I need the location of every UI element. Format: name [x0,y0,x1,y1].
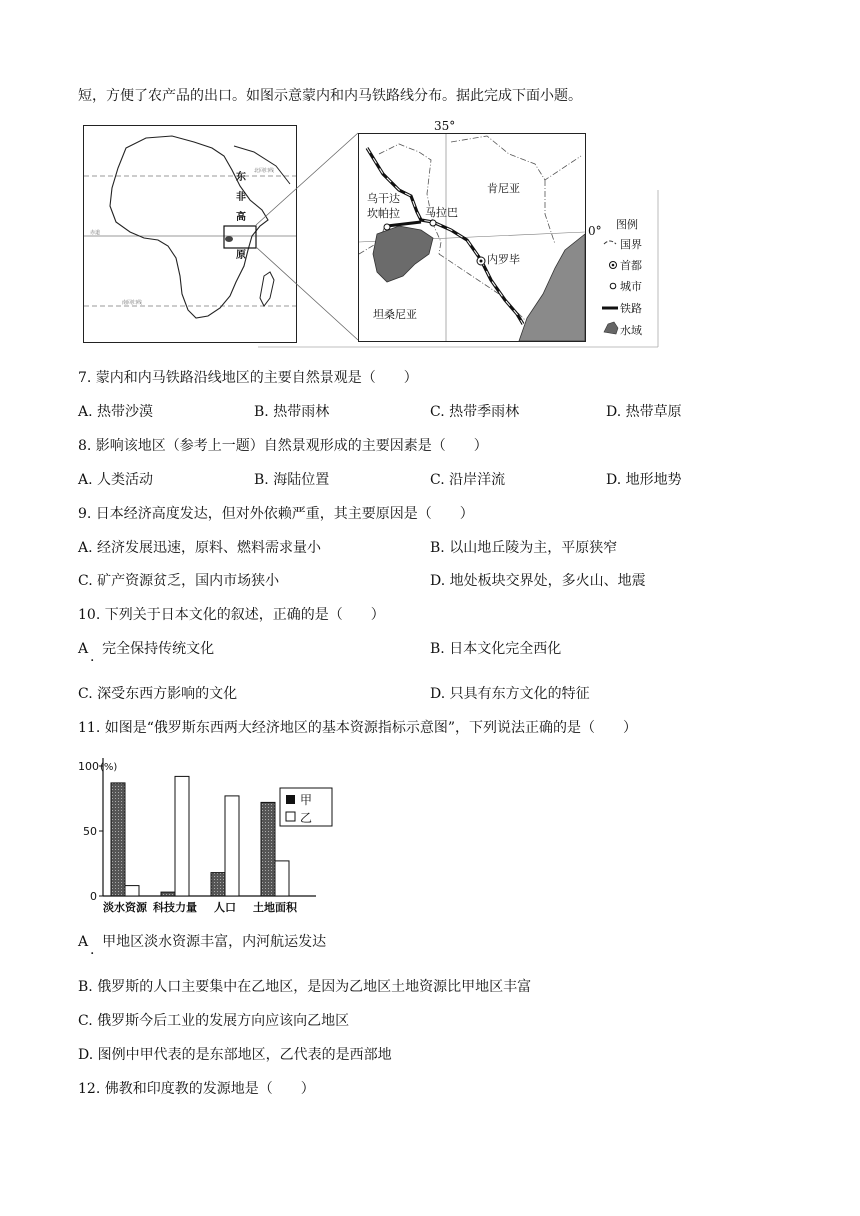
q7-option-c: C. 热带季雨林 [430,404,520,420]
bar-yi-2 [225,796,239,896]
connector-top [256,133,358,225]
malaba-label: 马拉巴 [425,206,458,219]
q10-a-dot: · [90,653,95,669]
map-legend [600,214,662,342]
q11-option-b: B. 俄罗斯的人口主要集中在乙地区，是因为乙地区土地资源比甲地区丰富 [78,979,532,995]
nairobi-capital-dot [480,260,483,263]
legend-title: 图例 [616,218,638,231]
meridian-label: 35° [434,119,456,133]
q9-option-a: A. 经济发展迅速，原料、燃料需求量小 [78,540,322,556]
q10-option-c: C. 深受东西方影响的文化 [78,686,238,702]
q9-option-b: B. 以山地丘陵为主，平原狭窄 [430,540,618,556]
tropic-cancer-label: 北回归线 [254,168,275,174]
q9-option-d: D. 地处板块交界处，多火山、地震 [430,573,646,589]
intro-text: 短，方便了农产品的出口。如图示意蒙内和内马铁路线分布。据此完成下面小题。 [78,88,582,104]
bar-yi-0 [125,886,139,896]
category-label-1: 科技力量 [153,901,197,914]
bars-group [111,776,289,896]
q11-stem: 11. 如图是“俄罗斯东西两大经济地区的基本资源指标示意图”，下列说法正确的是（ ） [78,720,638,736]
q7-stem: 7. 蒙内和内马铁路沿线地区的主要自然景观是（ ） [78,370,418,386]
q8-option-d: D. 地形地势 [606,472,682,488]
q9-option-c: C. 矿产资源贫乏，国内市场狭小 [78,573,280,589]
q8-option-c: C. 沿岸洋流 [430,472,506,488]
q12-stem: 12. 佛教和印度教的发源地是（ ） [78,1081,315,1097]
tropic-capricorn-label: 南回归线 [122,300,143,306]
legend-railway-label: 铁路 [620,302,642,315]
plateau-char-4: 原 [236,250,246,261]
legend-water-label: 水域 [620,324,642,337]
connector-bottom [256,247,358,340]
border-legend-icon [604,241,616,244]
legend-yi-label: 乙 [300,811,313,825]
q8-stem: 8. 影响该地区（参考上一题）自然景观形成的主要因素是（ ） [78,438,488,454]
legend-jia-swatch [286,795,295,804]
y-tick-label-0: 0 [90,890,97,903]
y-tick-label-2: 100 [78,760,99,773]
q7-option-a: A. 热带沙漠 [78,404,154,420]
bar-jia-2 [211,873,225,896]
plateau-char-3: 高 [236,212,246,223]
legend-border-label: 国界 [620,238,642,251]
y-tick-label-1: 50 [83,825,97,838]
bar-jia-0 [111,783,125,896]
q11-option-d: D. 图例中甲代表的是东部地区，乙代表的是西部地 [78,1047,392,1063]
railway-map [358,133,586,342]
plateau-char-1: 东 [236,172,246,183]
city-legend-icon [610,283,616,289]
kenya-label: 肯尼亚 [487,182,520,195]
border-kenya-somalia [545,180,555,244]
uganda-label: 乌干达 [367,192,400,205]
lake-victoria-shape [373,226,433,282]
tanzania-label: 坦桑尼亚 [373,308,417,321]
legend-capital-label: 首都 [620,259,642,272]
q10-option-b: B. 日本文化完全西化 [430,641,562,657]
legend-city-label: 城市 [620,280,642,293]
q11-a-dot: · [90,946,95,962]
q7-option-d: D. 热带草原 [606,404,682,420]
bar-yi-3 [275,861,289,896]
q10-option-a: A 完全保持传统文化 [78,641,215,657]
category-label-3: 土地面积 [253,901,297,914]
category-labels-group [103,900,298,914]
q9-stem: 9. 日本经济高度发达，但对外依赖严重，其主要原因是（ ） [78,506,474,522]
border-kenya-north [451,136,581,180]
equator-label: 赤道 [90,230,101,236]
kampala-label: 坎帕拉 [367,207,400,220]
y-unit-label: (%) [100,762,118,773]
railway-line-kampala [387,222,421,226]
q11-option-c: C. 俄罗斯今后工业的发展方向应该向乙地区 [78,1013,350,1029]
water-legend-icon [604,322,618,334]
legend-jia-label: 甲 [300,793,313,807]
legend-yi-swatch [286,812,295,821]
q10-option-d: D. 只具有东方文化的特征 [430,686,590,702]
bar-jia-1 [161,892,175,896]
capital-legend-dot [612,264,615,267]
category-label-2: 人口 [214,901,236,914]
q7-option-b: B. 热带雨林 [254,404,330,420]
nairobi-label: 内罗毕 [487,253,520,266]
category-label-0: 淡水资源 [103,901,147,914]
kampala-city-icon [384,224,390,230]
railway-map-svg [359,134,585,341]
parallel-label: 0° [588,224,602,238]
ocean-shape [519,234,585,341]
plateau-char-2: 非 [236,192,246,203]
bar-yi-1 [175,776,189,896]
q11-option-a: A 甲地区淡水资源丰富，内河航运发达 [78,934,327,950]
q8-option-a: A. 人类活动 [78,472,154,488]
q10-stem: 10. 下列关于日本文化的叙述，正确的是（ ） [78,607,385,623]
bar-jia-3 [261,802,275,896]
q8-option-b: B. 海陆位置 [254,472,330,488]
resource-bar-chart [76,744,366,924]
malaba-city-icon [430,220,436,226]
